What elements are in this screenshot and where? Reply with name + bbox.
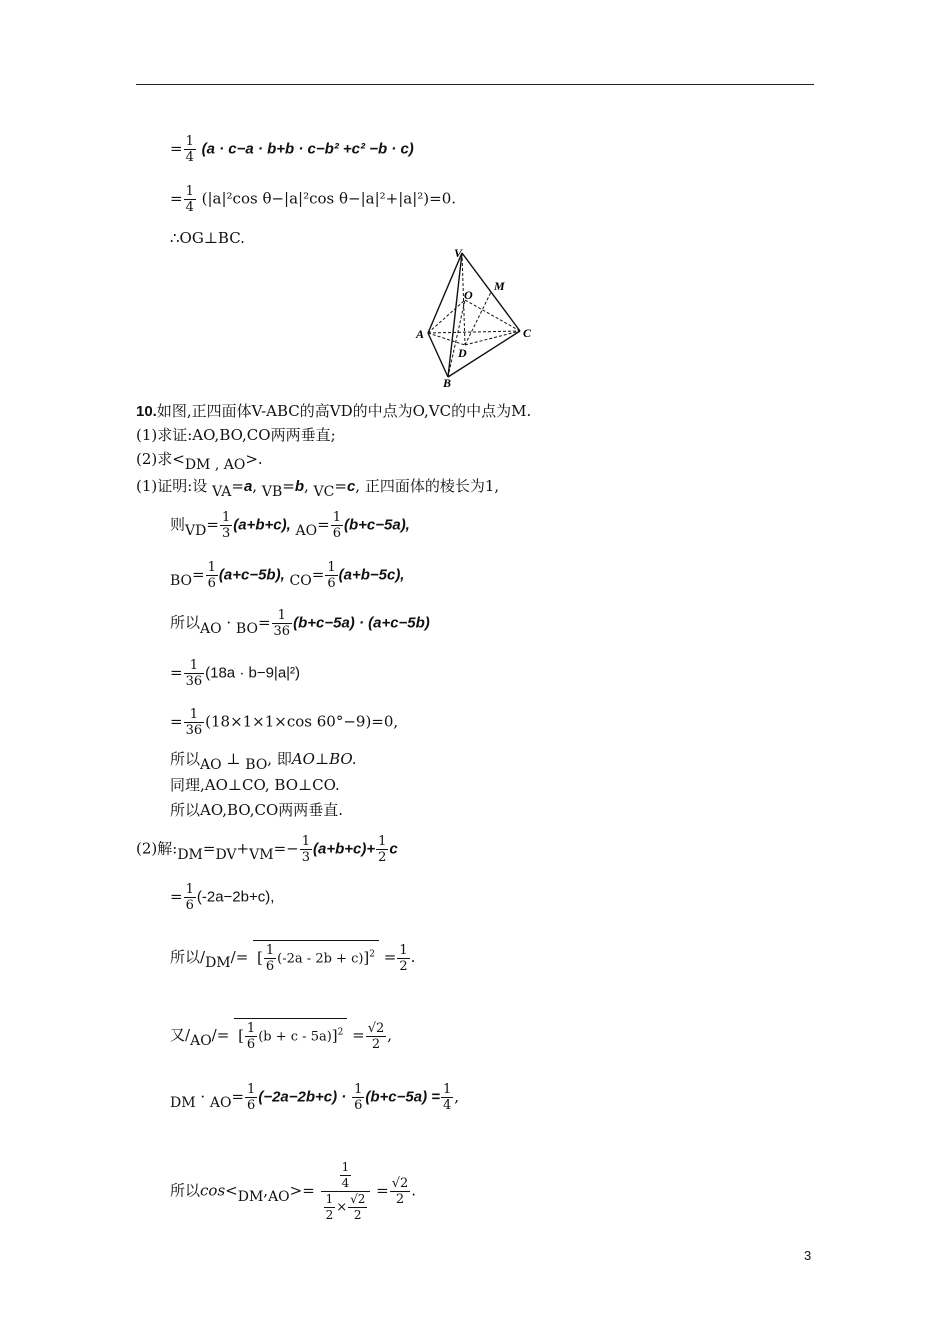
eq-line-2: = $\frac{1}{4}$ (|a|²cos θ−|a|²cos θ−|a|²+|a|²)=0. bbox=[170, 184, 457, 215]
conclusion-og-perp-bc: ∴OG⊥BC. bbox=[170, 229, 245, 247]
question-1: (1)求证:AO,BO,CO两两垂直; bbox=[136, 426, 336, 444]
eq-dm: (2)解:DM=DV+VM=− $\frac{1}{3}$ (a+b+c)+ $\frac{1}{2}$ c bbox=[136, 834, 398, 865]
conclusion-line: 所以AO,BO,CO两两垂直. bbox=[170, 801, 344, 819]
eq-cos-angle: 所以cos<DM,AO>= $\frac{1}{4}$ $\frac{1}{2}$ × $\frac{√2}{2}$ = $\frac{√2}{2}$ . bbox=[170, 1160, 417, 1222]
problem-10-statement: 10.如图,正四面体V-ABC的高VD的中点为O,VC的中点为M. bbox=[136, 402, 532, 420]
eq-ao-dot-bo: 所以AO · BO= $\frac{1}{36}$ (b+c−5a) · (a+c−5b) bbox=[170, 608, 430, 639]
tetrahedron-figure bbox=[410, 245, 540, 390]
perp-ao-bo: 所以AO ⊥ BO, 即AO⊥BO. bbox=[170, 750, 357, 773]
label-B: B bbox=[443, 376, 452, 390]
eq-ao-magnitude: 又/AO/= [ $\frac{1}{6}$ (b + c - 5a)]$^2$ = $\frac{√2}{2}$ , bbox=[170, 1018, 392, 1054]
similarly-line: 同理,AO⊥CO, BO⊥CO. bbox=[170, 776, 340, 794]
header-rule bbox=[136, 84, 814, 85]
eq-calc-1: = $\frac{1}{36}$ (18a · b−9|a|²) bbox=[170, 658, 301, 689]
label-M: M bbox=[494, 279, 505, 293]
eq-bo-co: BO= $\frac{1}{6}$ (a+c−5b), CO= $\frac{1}{6}$ (a+b−5c), bbox=[170, 560, 405, 591]
eq-dm-magnitude: 所以/DM/= [ $\frac{1}{6}$ (-2a - 2b + c)]$^2$ = $\frac{1}{2}$ . bbox=[170, 940, 415, 976]
eq-dm-dot-ao: DM · AO= $\frac{1}{6}$ (−2a−2b+c) · $\frac{1}{6}$ (b+c−5a) = $\frac{1}{4}$ , bbox=[170, 1082, 460, 1113]
label-O: O bbox=[464, 288, 473, 302]
eq-dm-result: = $\frac{1}{6}$ (-2a−2b+c), bbox=[170, 882, 275, 913]
page-number: 3 bbox=[804, 1248, 812, 1263]
label-D: D bbox=[458, 346, 467, 360]
question-2: (2)求<DM , AO>. bbox=[136, 450, 263, 473]
label-A: A bbox=[416, 327, 425, 341]
proof-setup: (1)证明:设 VA=a, VB=b, VC=c, 正四面体的棱长为1, bbox=[136, 477, 500, 500]
label-C: C bbox=[523, 326, 532, 340]
eq-line-1: = $\frac{1}{4}$ (a · c−a · b+b · c−b² +c² −b · c) bbox=[170, 134, 414, 165]
label-V: V bbox=[454, 246, 463, 260]
eq-calc-2: = $\frac{1}{36}$ (18×1×1×cos 60°−9)=0, bbox=[170, 707, 399, 738]
eq-vd-ao: 则VD= $\frac{1}{3}$ (a+b+c), AO= $\frac{1}{6}$ (b+c−5a), bbox=[170, 510, 410, 541]
